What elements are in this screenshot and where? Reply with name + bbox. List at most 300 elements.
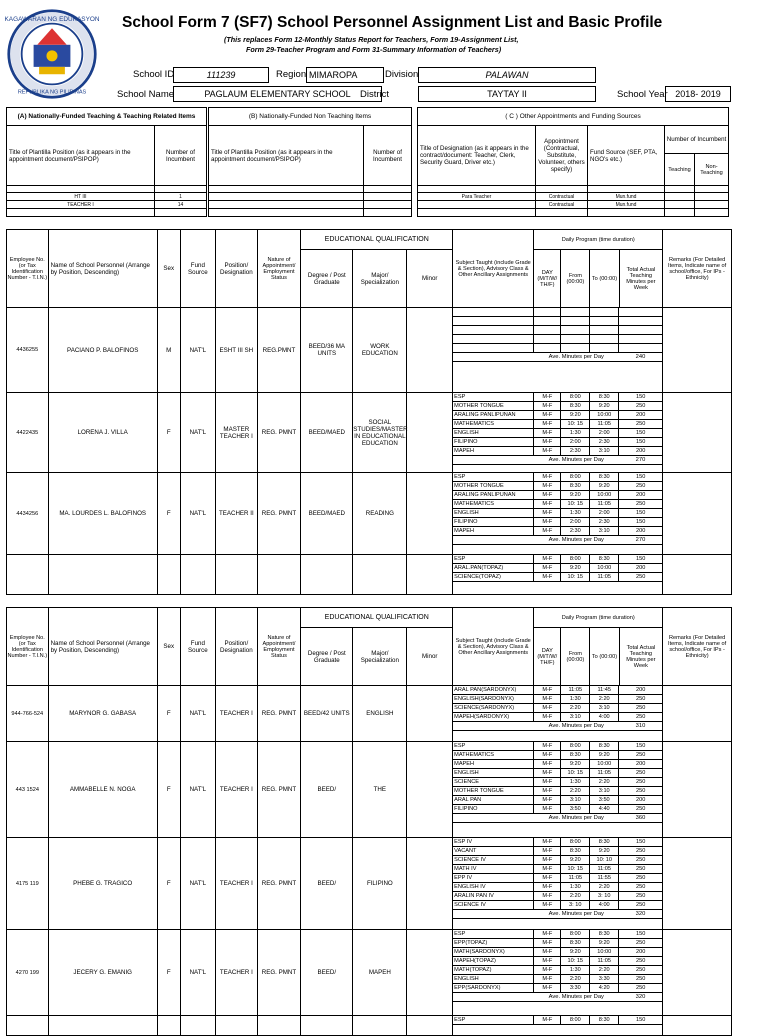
schedule-row bbox=[453, 500, 662, 509]
form-subtitle-line-1: (This replaces Form 12-Monthly Status Report for Teachers, Form 19-Assignment List, bbox=[224, 35, 519, 44]
minutes bbox=[619, 344, 662, 353]
day: M-F bbox=[534, 856, 561, 865]
subject: MATHEMATICS bbox=[453, 420, 534, 429]
minutes: 250 bbox=[619, 751, 662, 760]
schedule-list bbox=[453, 393, 662, 465]
time-from: 2:20 bbox=[561, 975, 590, 984]
schedule-row bbox=[453, 805, 662, 814]
minutes: 200 bbox=[619, 411, 662, 420]
employee-no: 443 1524 bbox=[7, 742, 49, 838]
col-daily-program: Daily Program (time duration) bbox=[534, 608, 663, 628]
fund-source: NAT'L bbox=[180, 930, 215, 1016]
minutes: 250 bbox=[619, 713, 662, 722]
school-id-field[interactable]: 111239 bbox=[173, 67, 269, 83]
fund-source: NAT'L bbox=[180, 308, 215, 393]
col-total-minutes: Total Actual Teaching Minutes per Week bbox=[619, 628, 663, 686]
sex: F bbox=[157, 686, 180, 742]
subject: MOTHER TONGUE bbox=[453, 787, 534, 796]
section-b-col-count: Number of Incumbent bbox=[364, 126, 412, 186]
position: TEACHER I bbox=[216, 686, 258, 742]
minutes: 250 bbox=[619, 892, 662, 901]
time-to: 2:00 bbox=[590, 509, 619, 518]
time-from: 10: 15 bbox=[561, 500, 590, 509]
section-b-title: (B) Nationally-Funded Non Teaching Items bbox=[209, 108, 412, 126]
time-to: 3:10 bbox=[590, 527, 619, 536]
time-from: 9:20 bbox=[561, 760, 590, 769]
time-to: 11:05 bbox=[590, 420, 619, 429]
col-major: Major/ Specialization bbox=[353, 628, 407, 686]
time-to: 9:20 bbox=[590, 402, 619, 411]
employee-no: 4270 199 bbox=[7, 930, 49, 1016]
section-c-col-teaching: Teaching bbox=[665, 154, 695, 186]
personnel-table-2 bbox=[6, 607, 732, 1024]
schedule-list bbox=[453, 742, 662, 823]
time-to: 3:10 bbox=[590, 447, 619, 456]
schedule-list bbox=[453, 838, 662, 919]
time-from: 3: 10 bbox=[561, 901, 590, 910]
day: M-F bbox=[534, 686, 561, 695]
schedule-row bbox=[453, 704, 662, 713]
time-from: 8:30 bbox=[561, 847, 590, 856]
nature-of-appointment: REG. PMNT bbox=[257, 473, 301, 555]
time-from: 8:00 bbox=[561, 838, 590, 847]
major: WORK EDUCATION bbox=[353, 308, 407, 393]
time-to: 2:30 bbox=[590, 518, 619, 527]
nature-of-appointment: REG.PMNT bbox=[257, 308, 301, 393]
col-from: From (00:00) bbox=[561, 250, 590, 308]
time-to: 8:30 bbox=[590, 473, 619, 482]
average-minutes: 310 bbox=[619, 722, 662, 731]
col-daily-program: Daily Program (time duration) bbox=[534, 230, 663, 250]
time-from: 2:00 bbox=[561, 518, 590, 527]
minutes: 250 bbox=[619, 769, 662, 778]
time-from: 9:20 bbox=[561, 564, 590, 573]
time-from: 10: 15 bbox=[561, 573, 590, 582]
subject: EPP(SARDONYX) bbox=[453, 984, 534, 993]
schedule-list bbox=[453, 930, 662, 1002]
subject bbox=[453, 344, 534, 353]
time-from: 10: 15 bbox=[561, 769, 590, 778]
time-from bbox=[561, 326, 590, 335]
subject: ENGLISH bbox=[453, 975, 534, 984]
personnel-row bbox=[7, 393, 732, 473]
time-to: 2:20 bbox=[590, 966, 619, 975]
time-from: 1:30 bbox=[561, 966, 590, 975]
personnel-name bbox=[48, 555, 157, 595]
personnel-row bbox=[7, 686, 732, 742]
time-to: 11:45 bbox=[590, 686, 619, 695]
section-c-table bbox=[417, 107, 729, 217]
employee-no: 4175 119 bbox=[7, 838, 49, 930]
subject: MAPEH(SARDONYX) bbox=[453, 713, 534, 722]
position: TEACHER II bbox=[216, 473, 258, 555]
degree bbox=[301, 1016, 353, 1036]
col-name: Name of School Personnel (Arrange by Position, Descending) bbox=[48, 230, 157, 308]
degree: BEED/36 MA UNITS bbox=[301, 308, 353, 393]
time-to: 9:20 bbox=[590, 482, 619, 491]
col-remarks: Remarks (For Detailed Items, Indicate name of school/office, For IPs - Ethnicity) bbox=[663, 608, 732, 686]
degree: BEED/ bbox=[301, 838, 353, 930]
time-from: 3:50 bbox=[561, 805, 590, 814]
time-from: 8:30 bbox=[561, 751, 590, 760]
schedule-row bbox=[453, 308, 662, 317]
time-to: 11:05 bbox=[590, 769, 619, 778]
personnel-name: MARYNOR G. GABASA bbox=[48, 686, 157, 742]
major bbox=[353, 555, 407, 595]
day: M-F bbox=[534, 760, 561, 769]
schedule-row bbox=[453, 429, 662, 438]
section-c-col-designation: Title of Designation (as it appears in the contract/document: Teacher, Clerk, Security Guard, Driver etc.) bbox=[418, 126, 536, 186]
time-to: 9:20 bbox=[590, 847, 619, 856]
sex: F bbox=[157, 838, 180, 930]
minutes: 200 bbox=[619, 686, 662, 695]
day bbox=[534, 344, 561, 353]
minutes bbox=[619, 326, 662, 335]
personnel-row bbox=[7, 838, 732, 930]
time-from: 8:00 bbox=[561, 930, 590, 939]
remarks bbox=[663, 393, 732, 473]
average-minutes: 320 bbox=[619, 910, 662, 919]
minutes: 200 bbox=[619, 491, 662, 500]
time-from: 2:20 bbox=[561, 892, 590, 901]
day: M-F bbox=[534, 930, 561, 939]
form-subtitle-line-2: Form 29-Teacher Program and Form 31-Summary Information of Teachers) bbox=[246, 45, 502, 54]
col-fund-source: Fund Source bbox=[180, 230, 215, 308]
position: TEACHER I bbox=[216, 742, 258, 838]
fund-source bbox=[180, 1016, 215, 1036]
district-field[interactable]: TAYTAY II bbox=[418, 86, 596, 102]
minor bbox=[407, 555, 453, 595]
subject: SCIENCE IV bbox=[453, 856, 534, 865]
time-to: 10:00 bbox=[590, 564, 619, 573]
schedule-row bbox=[453, 769, 662, 778]
schedule-row bbox=[453, 948, 662, 957]
schedule-row bbox=[453, 402, 662, 411]
subject: MATH(SARDONYX) bbox=[453, 948, 534, 957]
subject: MAPEH bbox=[453, 527, 534, 536]
day bbox=[534, 317, 561, 326]
time-to: 8:30 bbox=[590, 930, 619, 939]
minutes: 150 bbox=[619, 742, 662, 751]
col-degree: Degree / Post Graduate bbox=[301, 628, 353, 686]
average-label: Ave. Minutes per Day bbox=[534, 353, 619, 362]
personnel-name: PACIANO P. BALOFINOS bbox=[48, 308, 157, 393]
nature-of-appointment bbox=[257, 555, 301, 595]
schedule-row bbox=[453, 892, 662, 901]
time-to: 4:40 bbox=[590, 805, 619, 814]
time-from: 8:30 bbox=[561, 402, 590, 411]
time-to bbox=[590, 344, 619, 353]
remarks bbox=[663, 838, 732, 930]
minutes: 250 bbox=[619, 805, 662, 814]
school-name-field[interactable]: PAGLAUM ELEMENTARY SCHOOL bbox=[173, 86, 382, 102]
time-to bbox=[590, 308, 619, 317]
subject bbox=[453, 335, 534, 344]
subject: ENGLISH bbox=[453, 429, 534, 438]
minor bbox=[407, 473, 453, 555]
day: M-F bbox=[534, 704, 561, 713]
minutes: 150 bbox=[619, 393, 662, 402]
subject: ENGLISH bbox=[453, 769, 534, 778]
subject: MOTHER TONGUE bbox=[453, 482, 534, 491]
minor bbox=[407, 308, 453, 393]
average-label: Ave. Minutes per Day bbox=[534, 814, 619, 823]
day: M-F bbox=[534, 874, 561, 883]
fund-source: NAT'L bbox=[180, 742, 215, 838]
sex: F bbox=[157, 473, 180, 555]
day: M-F bbox=[534, 573, 561, 582]
time-to: 2:20 bbox=[590, 778, 619, 787]
time-from: 11:05 bbox=[561, 686, 590, 695]
school-name-label: School Name bbox=[117, 89, 175, 100]
col-employee-no: Employee No. (or Tax Identification Number - T.I.N.) bbox=[7, 608, 49, 686]
form-title: School Form 7 (SF7) School Personnel Assignment List and Basic Profile bbox=[122, 14, 663, 31]
minutes: 150 bbox=[619, 930, 662, 939]
day: M-F bbox=[534, 892, 561, 901]
day: M-F bbox=[534, 527, 561, 536]
time-from: 10: 15 bbox=[561, 420, 590, 429]
schedule-row bbox=[453, 939, 662, 948]
subject: FILIPINO bbox=[453, 805, 534, 814]
col-minor: Minor bbox=[407, 250, 453, 308]
subject: SCIENCE(SARDONYX) bbox=[453, 704, 534, 713]
time-to: 8:30 bbox=[590, 555, 619, 564]
personnel-row bbox=[7, 555, 732, 595]
personnel-name: PHEBE G. TRAGICO bbox=[48, 838, 157, 930]
schedule-row bbox=[453, 473, 662, 482]
subject bbox=[453, 308, 534, 317]
time-from: 8:30 bbox=[561, 482, 590, 491]
day: M-F bbox=[534, 984, 561, 993]
col-degree: Degree / Post Graduate bbox=[301, 250, 353, 308]
minutes: 250 bbox=[619, 984, 662, 993]
minutes: 250 bbox=[619, 939, 662, 948]
time-to: 2:20 bbox=[590, 883, 619, 892]
schedule-row bbox=[453, 778, 662, 787]
minor bbox=[407, 393, 453, 473]
employee-no: 4436255 bbox=[7, 308, 49, 393]
minutes: 200 bbox=[619, 447, 662, 456]
day bbox=[534, 335, 561, 344]
time-from: 2:30 bbox=[561, 447, 590, 456]
time-from: 9:20 bbox=[561, 856, 590, 865]
employee-no: 944-766-524 bbox=[7, 686, 49, 742]
subject: MAPEH bbox=[453, 447, 534, 456]
section-a-col-title: Title of Plantilla Position (as it appears in the appointment document/PSIPOP) bbox=[7, 126, 155, 186]
daily-program-cell bbox=[453, 686, 663, 742]
section-c-row-appointment: Contractual bbox=[536, 201, 588, 209]
nature-of-appointment: REG. PMNT bbox=[257, 838, 301, 930]
section-c-row-fund: Mun.fund bbox=[588, 193, 665, 201]
day: M-F bbox=[534, 883, 561, 892]
schedule-row bbox=[453, 1016, 662, 1025]
time-from bbox=[561, 308, 590, 317]
minutes bbox=[619, 335, 662, 344]
minutes: 250 bbox=[619, 856, 662, 865]
day: M-F bbox=[534, 564, 561, 573]
daily-program-cell bbox=[453, 308, 663, 393]
schedule-row bbox=[453, 966, 662, 975]
major: ENGLISH bbox=[353, 686, 407, 742]
nature-of-appointment bbox=[257, 1016, 301, 1036]
average-row bbox=[453, 456, 662, 465]
time-from: 3:10 bbox=[561, 796, 590, 805]
section-b-col-title: Title of Plantilla Position (as it appears in the appointment document/PSIPOP) bbox=[209, 126, 364, 186]
subject: ARAL PAN(SARDONYX) bbox=[453, 686, 534, 695]
time-from: 8:00 bbox=[561, 393, 590, 402]
schedule-row bbox=[453, 326, 662, 335]
col-educational-qualification: EDUCATIONAL QUALIFICATION bbox=[301, 608, 453, 628]
subject: ESP bbox=[453, 930, 534, 939]
time-to: 11:05 bbox=[590, 500, 619, 509]
minutes: 150 bbox=[619, 473, 662, 482]
subject: ARALIN PAN IV bbox=[453, 892, 534, 901]
col-sex: Sex bbox=[157, 608, 180, 686]
day: M-F bbox=[534, 695, 561, 704]
schedule-row bbox=[453, 838, 662, 847]
schedule-row bbox=[453, 847, 662, 856]
section-a-col-count: Number of Incumbent bbox=[155, 126, 207, 186]
schedule-row bbox=[453, 573, 662, 582]
time-to: 8:30 bbox=[590, 393, 619, 402]
schedule-row bbox=[453, 713, 662, 722]
fund-source: NAT'L bbox=[180, 686, 215, 742]
schedule-row bbox=[453, 344, 662, 353]
minutes: 250 bbox=[619, 695, 662, 704]
col-nature: Nature of Appointment/ Employment Status bbox=[257, 230, 301, 308]
day: M-F bbox=[534, 742, 561, 751]
subject: MATHEMATICS bbox=[453, 500, 534, 509]
section-c-col-fund: Fund Source (SEF, PTA, NGO's etc.) bbox=[588, 126, 665, 186]
schedule-row bbox=[453, 796, 662, 805]
time-from: 9:20 bbox=[561, 948, 590, 957]
average-minutes: 360 bbox=[619, 814, 662, 823]
minutes: 250 bbox=[619, 883, 662, 892]
division-label: Division bbox=[385, 69, 419, 80]
section-a-row-title: HT III bbox=[7, 193, 155, 201]
day: M-F bbox=[534, 518, 561, 527]
subject: FILIPINO bbox=[453, 438, 534, 447]
remarks bbox=[663, 1016, 732, 1036]
minor bbox=[407, 742, 453, 838]
subject: FILIPINO bbox=[453, 518, 534, 527]
fund-source: NAT'L bbox=[180, 838, 215, 930]
subject: ESP bbox=[453, 742, 534, 751]
fund-source: NAT'L bbox=[180, 393, 215, 473]
average-row bbox=[453, 722, 662, 731]
time-to: 11:55 bbox=[590, 874, 619, 883]
time-to: 3:10 bbox=[590, 704, 619, 713]
day: M-F bbox=[534, 393, 561, 402]
day: M-F bbox=[534, 838, 561, 847]
schedule-row bbox=[453, 411, 662, 420]
school-year-field[interactable]: 2018- 2019 bbox=[665, 86, 731, 102]
sex: M bbox=[157, 308, 180, 393]
remarks bbox=[663, 555, 732, 595]
minutes: 250 bbox=[619, 787, 662, 796]
time-to: 8:30 bbox=[590, 838, 619, 847]
schedule-row bbox=[453, 518, 662, 527]
minutes: 250 bbox=[619, 901, 662, 910]
section-a-title: (A) Nationally-Funded Teaching & Teaching Related Items bbox=[7, 108, 207, 126]
fund-source bbox=[180, 555, 215, 595]
average-row bbox=[453, 536, 662, 545]
subject: MAPEH(TOPAZ) bbox=[453, 957, 534, 966]
schedule-row bbox=[453, 564, 662, 573]
employee-no bbox=[7, 1016, 49, 1036]
nature-of-appointment: REG. PMNT bbox=[257, 393, 301, 473]
degree: BEED/MAED bbox=[301, 393, 353, 473]
schedule-row bbox=[453, 527, 662, 536]
day: M-F bbox=[534, 411, 561, 420]
minutes: 200 bbox=[619, 796, 662, 805]
employee-no bbox=[7, 555, 49, 595]
degree: BEED/ bbox=[301, 742, 353, 838]
minutes: 250 bbox=[619, 482, 662, 491]
subject: VACANT bbox=[453, 847, 534, 856]
daily-program-cell bbox=[453, 1016, 663, 1036]
schedule-row bbox=[453, 491, 662, 500]
average-label: Ave. Minutes per Day bbox=[534, 456, 619, 465]
section-c-col-non-teaching: Non-Teaching bbox=[695, 154, 729, 186]
schedule-row bbox=[453, 317, 662, 326]
minor bbox=[407, 838, 453, 930]
personnel-grid bbox=[6, 607, 732, 1036]
subject: ENGLISH bbox=[453, 509, 534, 518]
time-to bbox=[590, 326, 619, 335]
minutes: 150 bbox=[619, 518, 662, 527]
subject: MATHEMATICS bbox=[453, 751, 534, 760]
time-to: 9:20 bbox=[590, 939, 619, 948]
day: M-F bbox=[534, 957, 561, 966]
minor bbox=[407, 1016, 453, 1036]
region-field[interactable]: MIMAROPA bbox=[306, 67, 384, 83]
day: M-F bbox=[534, 751, 561, 760]
remarks bbox=[663, 308, 732, 393]
average-label: Ave. Minutes per Day bbox=[534, 910, 619, 919]
col-from: From (00:00) bbox=[561, 628, 590, 686]
schedule-row bbox=[453, 482, 662, 491]
daily-program-cell bbox=[453, 742, 663, 838]
major: SOCIAL STUDIES/MASTER IN EDUCATIONAL EDUCATION bbox=[353, 393, 407, 473]
division-field[interactable]: PALAWAN bbox=[418, 67, 596, 83]
time-to bbox=[590, 335, 619, 344]
schedule-row bbox=[453, 975, 662, 984]
day: M-F bbox=[534, 769, 561, 778]
time-from bbox=[561, 335, 590, 344]
day: M-F bbox=[534, 420, 561, 429]
time-to: 3:50 bbox=[590, 796, 619, 805]
time-from: 8:00 bbox=[561, 742, 590, 751]
position: ESHT III SH bbox=[216, 308, 258, 393]
minutes: 150 bbox=[619, 838, 662, 847]
schedule-row bbox=[453, 420, 662, 429]
col-employee-no: Employee No. (or Tax Identification Number - T.I.N.) bbox=[7, 230, 49, 308]
employee-no: 4422435 bbox=[7, 393, 49, 473]
position: TEACHER I bbox=[216, 930, 258, 1016]
subject: ESP bbox=[453, 393, 534, 402]
daily-program-cell bbox=[453, 473, 663, 555]
col-subject-taught: Subject Taught (include Grade & Section), Advisory Class & Other Ancillary Assignments bbox=[453, 608, 534, 686]
schedule-row bbox=[453, 856, 662, 865]
personnel-name: AMMABELLE N. NOGA bbox=[48, 742, 157, 838]
average-row bbox=[453, 353, 662, 362]
personnel-name bbox=[48, 1016, 157, 1036]
col-educational-qualification: EDUCATIONAL QUALIFICATION bbox=[301, 230, 453, 250]
time-from: 2:20 bbox=[561, 704, 590, 713]
schedule-row bbox=[453, 984, 662, 993]
col-total-minutes: Total Actual Teaching Minutes per Week bbox=[619, 250, 663, 308]
